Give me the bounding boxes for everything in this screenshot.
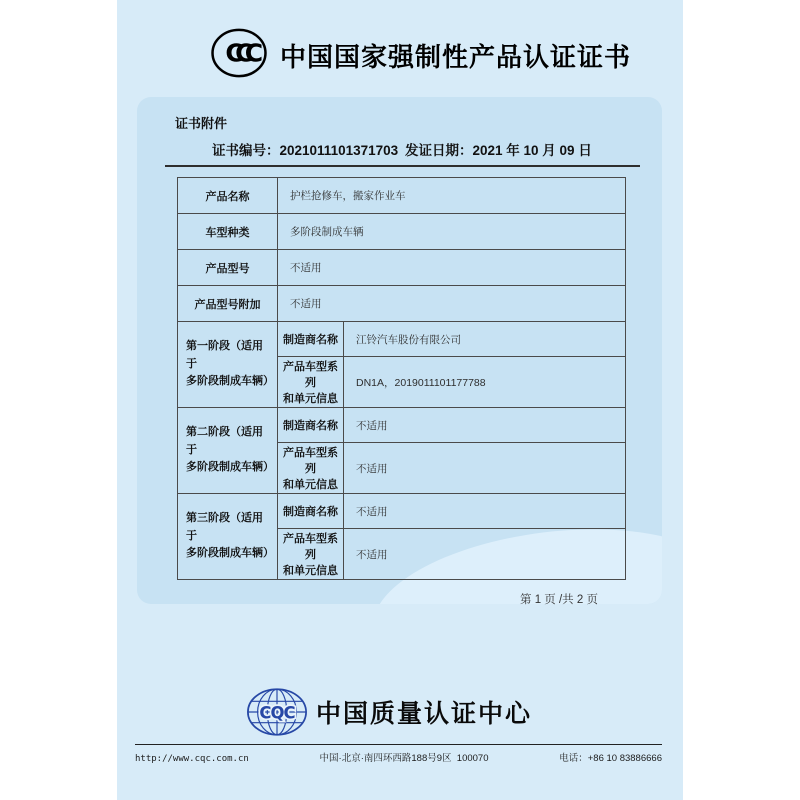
stage2-series-label-line1: 产品车型系列 <box>283 447 338 475</box>
certificate-meta <box>137 139 662 159</box>
certificate-card <box>137 97 662 604</box>
stage2-label-line2: 多阶段制成车辆） <box>186 461 274 474</box>
table-row <box>178 408 626 443</box>
stage2-manufacturer-label: 制造商名称 <box>278 408 344 443</box>
table-row <box>178 250 626 286</box>
stage3-series-label-line2: 和单元信息 <box>283 565 338 577</box>
field-label-model-addendum: 产品型号附加 <box>178 286 278 322</box>
issue-date <box>405 139 592 159</box>
stage2-series-label <box>278 443 344 494</box>
field-label-product-name: 产品名称 <box>178 178 278 214</box>
certificate-number-label: 证书编号： <box>212 143 280 158</box>
footer-divider-line <box>135 744 662 745</box>
stage3-label-line1: 第三阶段（适用于 <box>186 512 263 542</box>
divider-line <box>165 165 640 167</box>
footer-contact-bar <box>135 750 662 764</box>
issue-date-label: 发证日期： <box>405 143 473 158</box>
field-value-product-model: 不适用 <box>278 250 626 286</box>
field-label-vehicle-type: 车型种类 <box>178 214 278 250</box>
organization-name: 中国质量认证中心 <box>316 700 533 728</box>
cqc-logo-icon <box>245 685 309 739</box>
attachment-label: 证书附件 <box>175 116 228 131</box>
stage1-series-value: DN1A，2019011101177788 <box>344 357 626 408</box>
table-row <box>178 494 626 529</box>
stage1-series-label <box>278 357 344 408</box>
table-row <box>178 286 626 322</box>
stage3-manufacturer-value: 不适用 <box>344 494 626 529</box>
ccc-logo-icon <box>210 27 268 79</box>
certificate-number <box>212 139 398 159</box>
stage1-series-label-line2: 和单元信息 <box>283 393 338 405</box>
stage2-series-label-line2: 和单元信息 <box>283 479 338 491</box>
postal-address: 中国·北京·南四环西路188号9区 100070 <box>319 753 489 764</box>
page-number: 第 1 页 /共 2 页 <box>520 594 598 606</box>
stage1-label-line1: 第一阶段（适用于 <box>186 340 263 370</box>
website-url: http://www.cqc.com.cn <box>135 754 249 764</box>
stage3-label <box>178 494 278 580</box>
stage3-series-value: 不适用 <box>344 529 626 580</box>
stage1-series-label-line1: 产品车型系列 <box>283 361 338 389</box>
certificate-title: 中国国家强制性产品认证证书 <box>280 42 632 72</box>
issue-date-value: 2021 年 10 月 09 日 <box>472 143 592 158</box>
issuing-organization <box>245 684 532 740</box>
table-row <box>178 322 626 357</box>
field-label-product-model: 产品型号 <box>178 250 278 286</box>
stage1-label-line2: 多阶段制成车辆） <box>186 375 274 388</box>
table-row <box>178 178 626 214</box>
stage2-label <box>178 408 278 494</box>
certificate-number-value: 2021011101371703 <box>279 143 399 158</box>
stage2-manufacturer-value: 不适用 <box>344 408 626 443</box>
table-row <box>178 214 626 250</box>
stage3-manufacturer-label: 制造商名称 <box>278 494 344 529</box>
phone-number: 电话：+86 10 83886666 <box>559 753 662 764</box>
certificate-page <box>117 0 683 800</box>
stage2-label-line1: 第二阶段（适用于 <box>186 426 263 456</box>
stage3-label-line2: 多阶段制成车辆） <box>186 547 274 560</box>
field-value-product-name: 护栏抢修车，搬家作业车 <box>278 178 626 214</box>
stage1-manufacturer-value: 江铃汽车股份有限公司 <box>344 322 626 357</box>
certificate-header <box>117 0 683 96</box>
stage2-series-value: 不适用 <box>344 443 626 494</box>
ccc-logo-text: CCC <box>225 38 255 68</box>
field-value-model-addendum: 不适用 <box>278 286 626 322</box>
stage1-manufacturer-label: 制造商名称 <box>278 322 344 357</box>
certificate-table <box>177 177 626 580</box>
stage3-series-label <box>278 529 344 580</box>
stage3-series-label-line1: 产品车型系列 <box>283 533 338 561</box>
cqc-logo-text: CQC <box>259 703 295 723</box>
field-value-vehicle-type: 多阶段制成车辆 <box>278 214 626 250</box>
stage1-label <box>178 322 278 408</box>
